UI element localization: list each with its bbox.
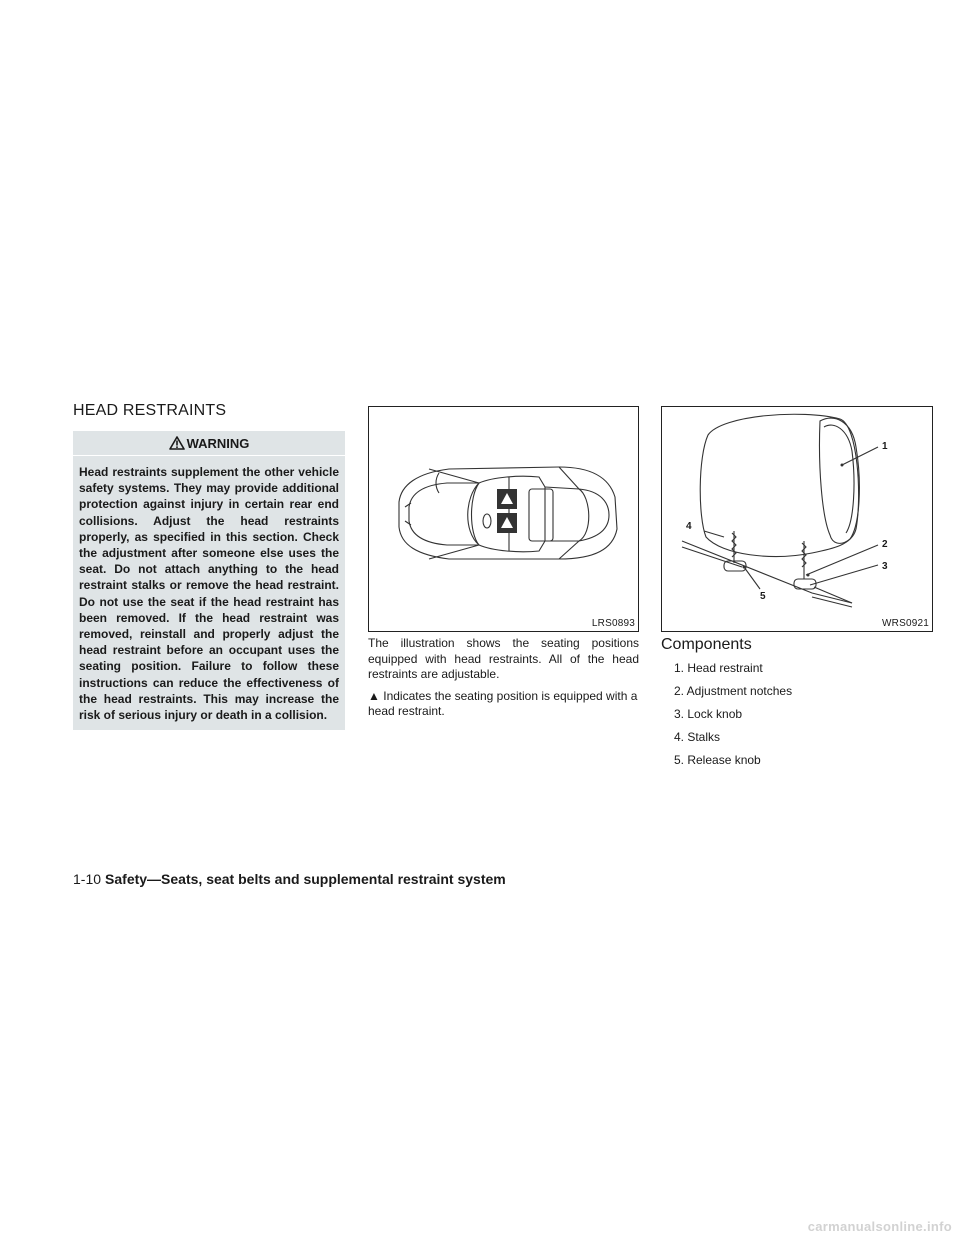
list-item: 3. Lock knob [674, 707, 743, 721]
head-restraint-illustration [662, 407, 932, 631]
components-title: Components [661, 636, 752, 653]
car-top-view-illustration [369, 407, 638, 631]
figure-seating-positions [368, 406, 639, 632]
callout-2: 2 [882, 539, 888, 550]
figure-code: LRS0893 [591, 618, 635, 629]
figure-code: WRS0921 [882, 618, 929, 629]
illustration-text: The illustration shows the seating positions equipped with head restraints. All of the head restraints are adjustable. [368, 636, 639, 681]
page-number: 1-10 [73, 871, 102, 887]
warning-header [73, 431, 345, 456]
indicator-text: Indicates the seating position is equipped with a head restraint. [368, 688, 638, 718]
warning-triangle-icon [169, 436, 185, 450]
figure-components [661, 406, 933, 632]
chapter-title: Safety—Seats, seat belts and supplemental restraint system [105, 871, 506, 887]
page-footer [73, 871, 506, 887]
indicator-note [368, 689, 639, 720]
list-item: 5. Release knob [674, 753, 761, 767]
triangle-icon: ▲ [368, 688, 380, 703]
callout-5: 5 [760, 591, 766, 602]
watermark: carmanualsonline.info [807, 1219, 952, 1234]
callout-3: 3 [882, 561, 888, 572]
illustration-description [368, 636, 639, 726]
list-item: 2. Adjustment notches [674, 684, 793, 698]
warning-label: WARNING [186, 435, 250, 451]
list-item: 4. Stalks [674, 730, 721, 744]
warning-text: Head restraints supplement the other vehicle safety systems. They may provide additional protection against injury in certain rear end collisions. Adjust the head restraints properly, as specified in this section. Check the adjustment after someone else uses the seat. Do not attach anything to the head restraint stalks or remove the head restraint. Do not use the seat if the head restraint has been removed. If the head restraint was removed, reinstall and properly adjust the head restraint before an occupant uses the seating position. Failure to follow these instructions can reduce the effectiveness of the head restraints. This may increase the risk of serious injury or death in a collision. [79, 465, 339, 723]
callout-1: 1 [882, 441, 888, 452]
warning-box [73, 431, 345, 730]
list-item: 1. Head restraint [674, 661, 763, 675]
callout-4: 4 [686, 521, 692, 532]
components-list [674, 661, 792, 776]
section-title: HEAD RESTRAINTS [73, 402, 227, 419]
